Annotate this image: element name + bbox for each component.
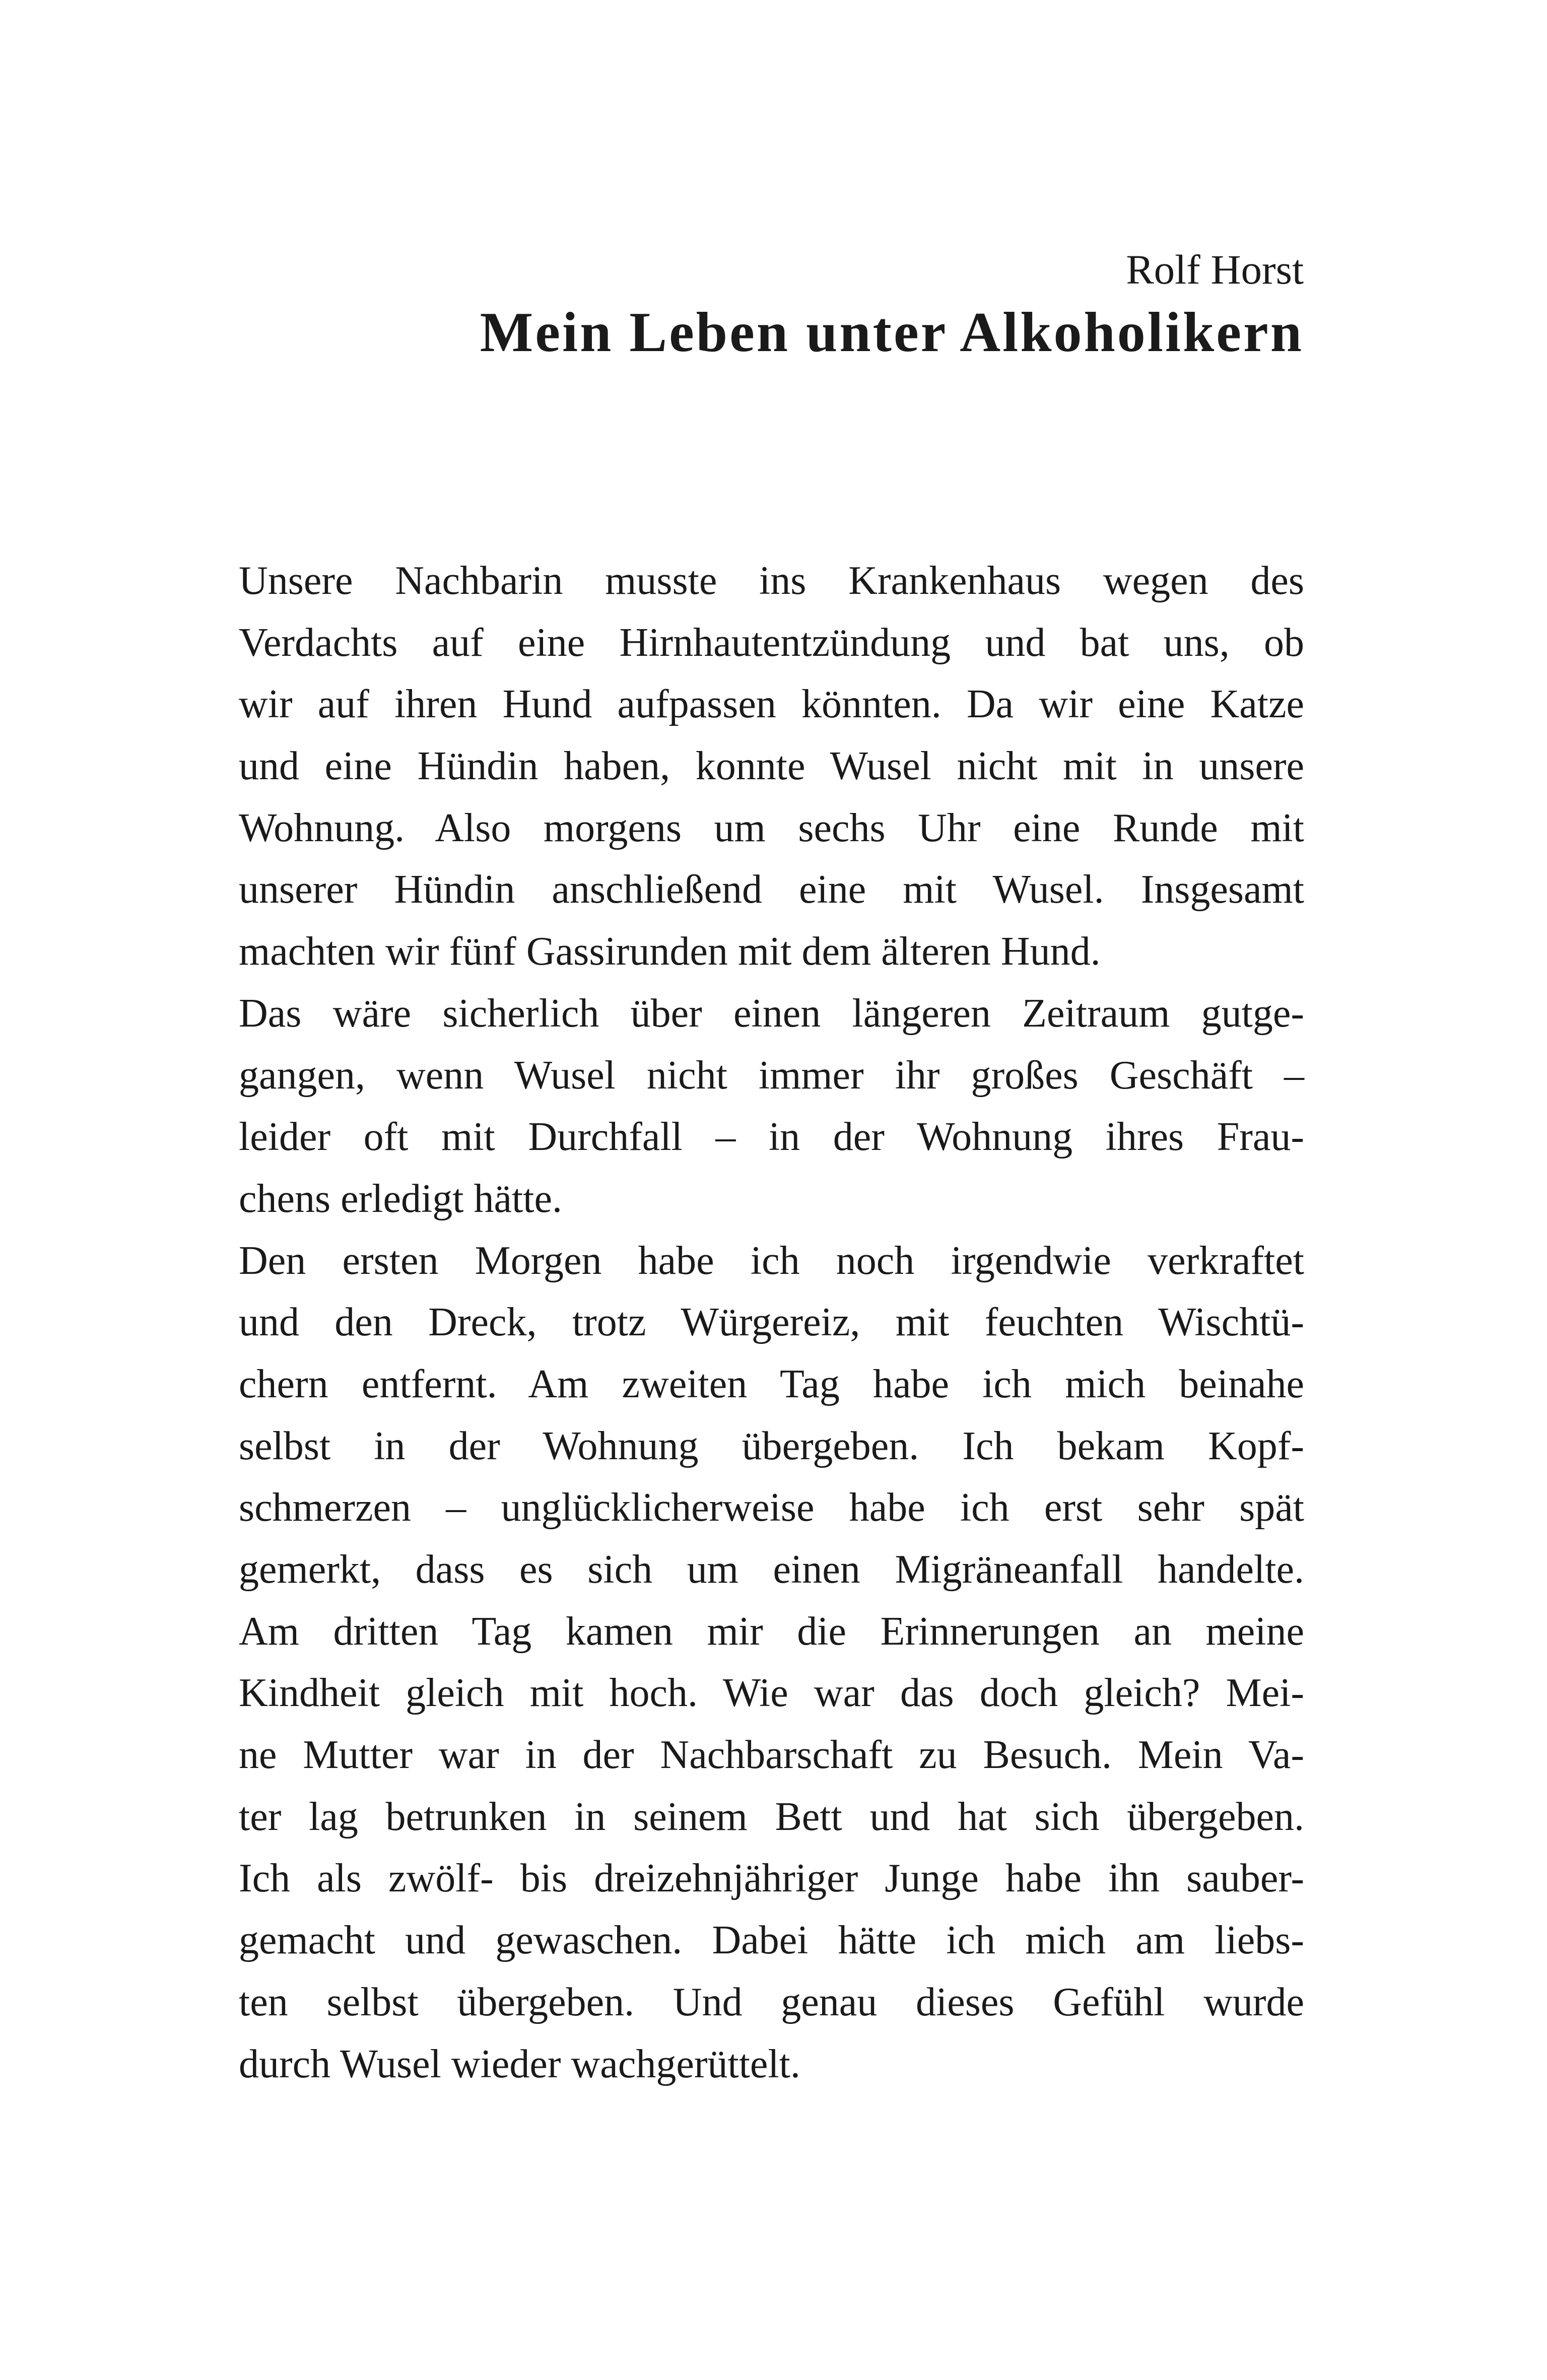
text-line: und eine Hündin haben, konnte Wusel nicht mit in unsere — [239, 744, 1304, 789]
text-line: Ich als zwölf- bis dreizehnjähriger Junge habe ihn sauber- — [239, 1856, 1304, 1901]
text-line: gemacht und gewaschen. Dabei hätte ich mich am liebs- — [239, 1918, 1304, 1963]
chapter-title: Mein Leben unter Alkoholikern — [480, 301, 1304, 364]
text-line: und den Dreck, trotz Würgereiz, mit feuchten Wischtü- — [239, 1300, 1304, 1345]
text-line: Wohnung. Also morgens um sechs Uhr eine Runde mit — [239, 805, 1304, 850]
text-line: machten wir fünf Gassirunden mit dem älteren Hund. — [239, 929, 1101, 974]
author-name: Rolf Horst — [1126, 246, 1304, 293]
text-line: Unsere Nachbarin musste ins Krankenhaus wegen des — [239, 559, 1304, 603]
text-line: chern entfernt. Am zweiten Tag habe ich mich beinahe — [239, 1362, 1304, 1406]
text-line: durch Wusel wieder wachgerüttelt. — [239, 2042, 800, 2086]
text-line: ten selbst übergeben. Und genau dieses Gefühl wurde — [239, 1980, 1304, 2024]
text-line: Am dritten Tag kamen mir die Erinnerungen an meine — [239, 1609, 1304, 1654]
text-line: unserer Hündin anschließend eine mit Wusel. Insgesamt — [239, 867, 1304, 912]
body-text — [239, 550, 1304, 2095]
text-line: Verdachts auf eine Hirnhautentzündung und bat uns, ob — [239, 620, 1304, 665]
text-line: chens erledigt hätte. — [239, 1176, 562, 1221]
text-line: Das wäre sicherlich über einen längeren Zeitraum gutge- — [239, 991, 1304, 1036]
text-line: gemerkt, dass es sich um einen Migräneanfall handelte. — [239, 1547, 1304, 1592]
text-line: wir auf ihren Hund aufpassen könnten. Da wir eine Katze — [239, 682, 1304, 727]
text-line: selbst in der Wohnung übergeben. Ich bekam Kopf- — [239, 1423, 1304, 1468]
text-line: Den ersten Morgen habe ich noch irgendwie verkraftet — [239, 1238, 1304, 1283]
text-line: schmerzen – unglücklicherweise habe ich erst sehr spät — [239, 1485, 1304, 1530]
text-line: ne Mutter war in der Nachbarschaft zu Besuch. Mein Va- — [239, 1733, 1304, 1778]
text-line: leider oft mit Durchfall – in der Wohnung ihres Frau- — [239, 1115, 1304, 1160]
text-line: Kindheit gleich mit hoch. Wie war das doch gleich? Mei- — [239, 1671, 1304, 1716]
text-line: ter lag betrunken in seinem Bett und hat sich übergeben. — [239, 1794, 1304, 1839]
text-line: gangen, wenn Wusel nicht immer ihr großes Geschäft – — [239, 1053, 1304, 1098]
chapter-header — [480, 245, 1304, 365]
